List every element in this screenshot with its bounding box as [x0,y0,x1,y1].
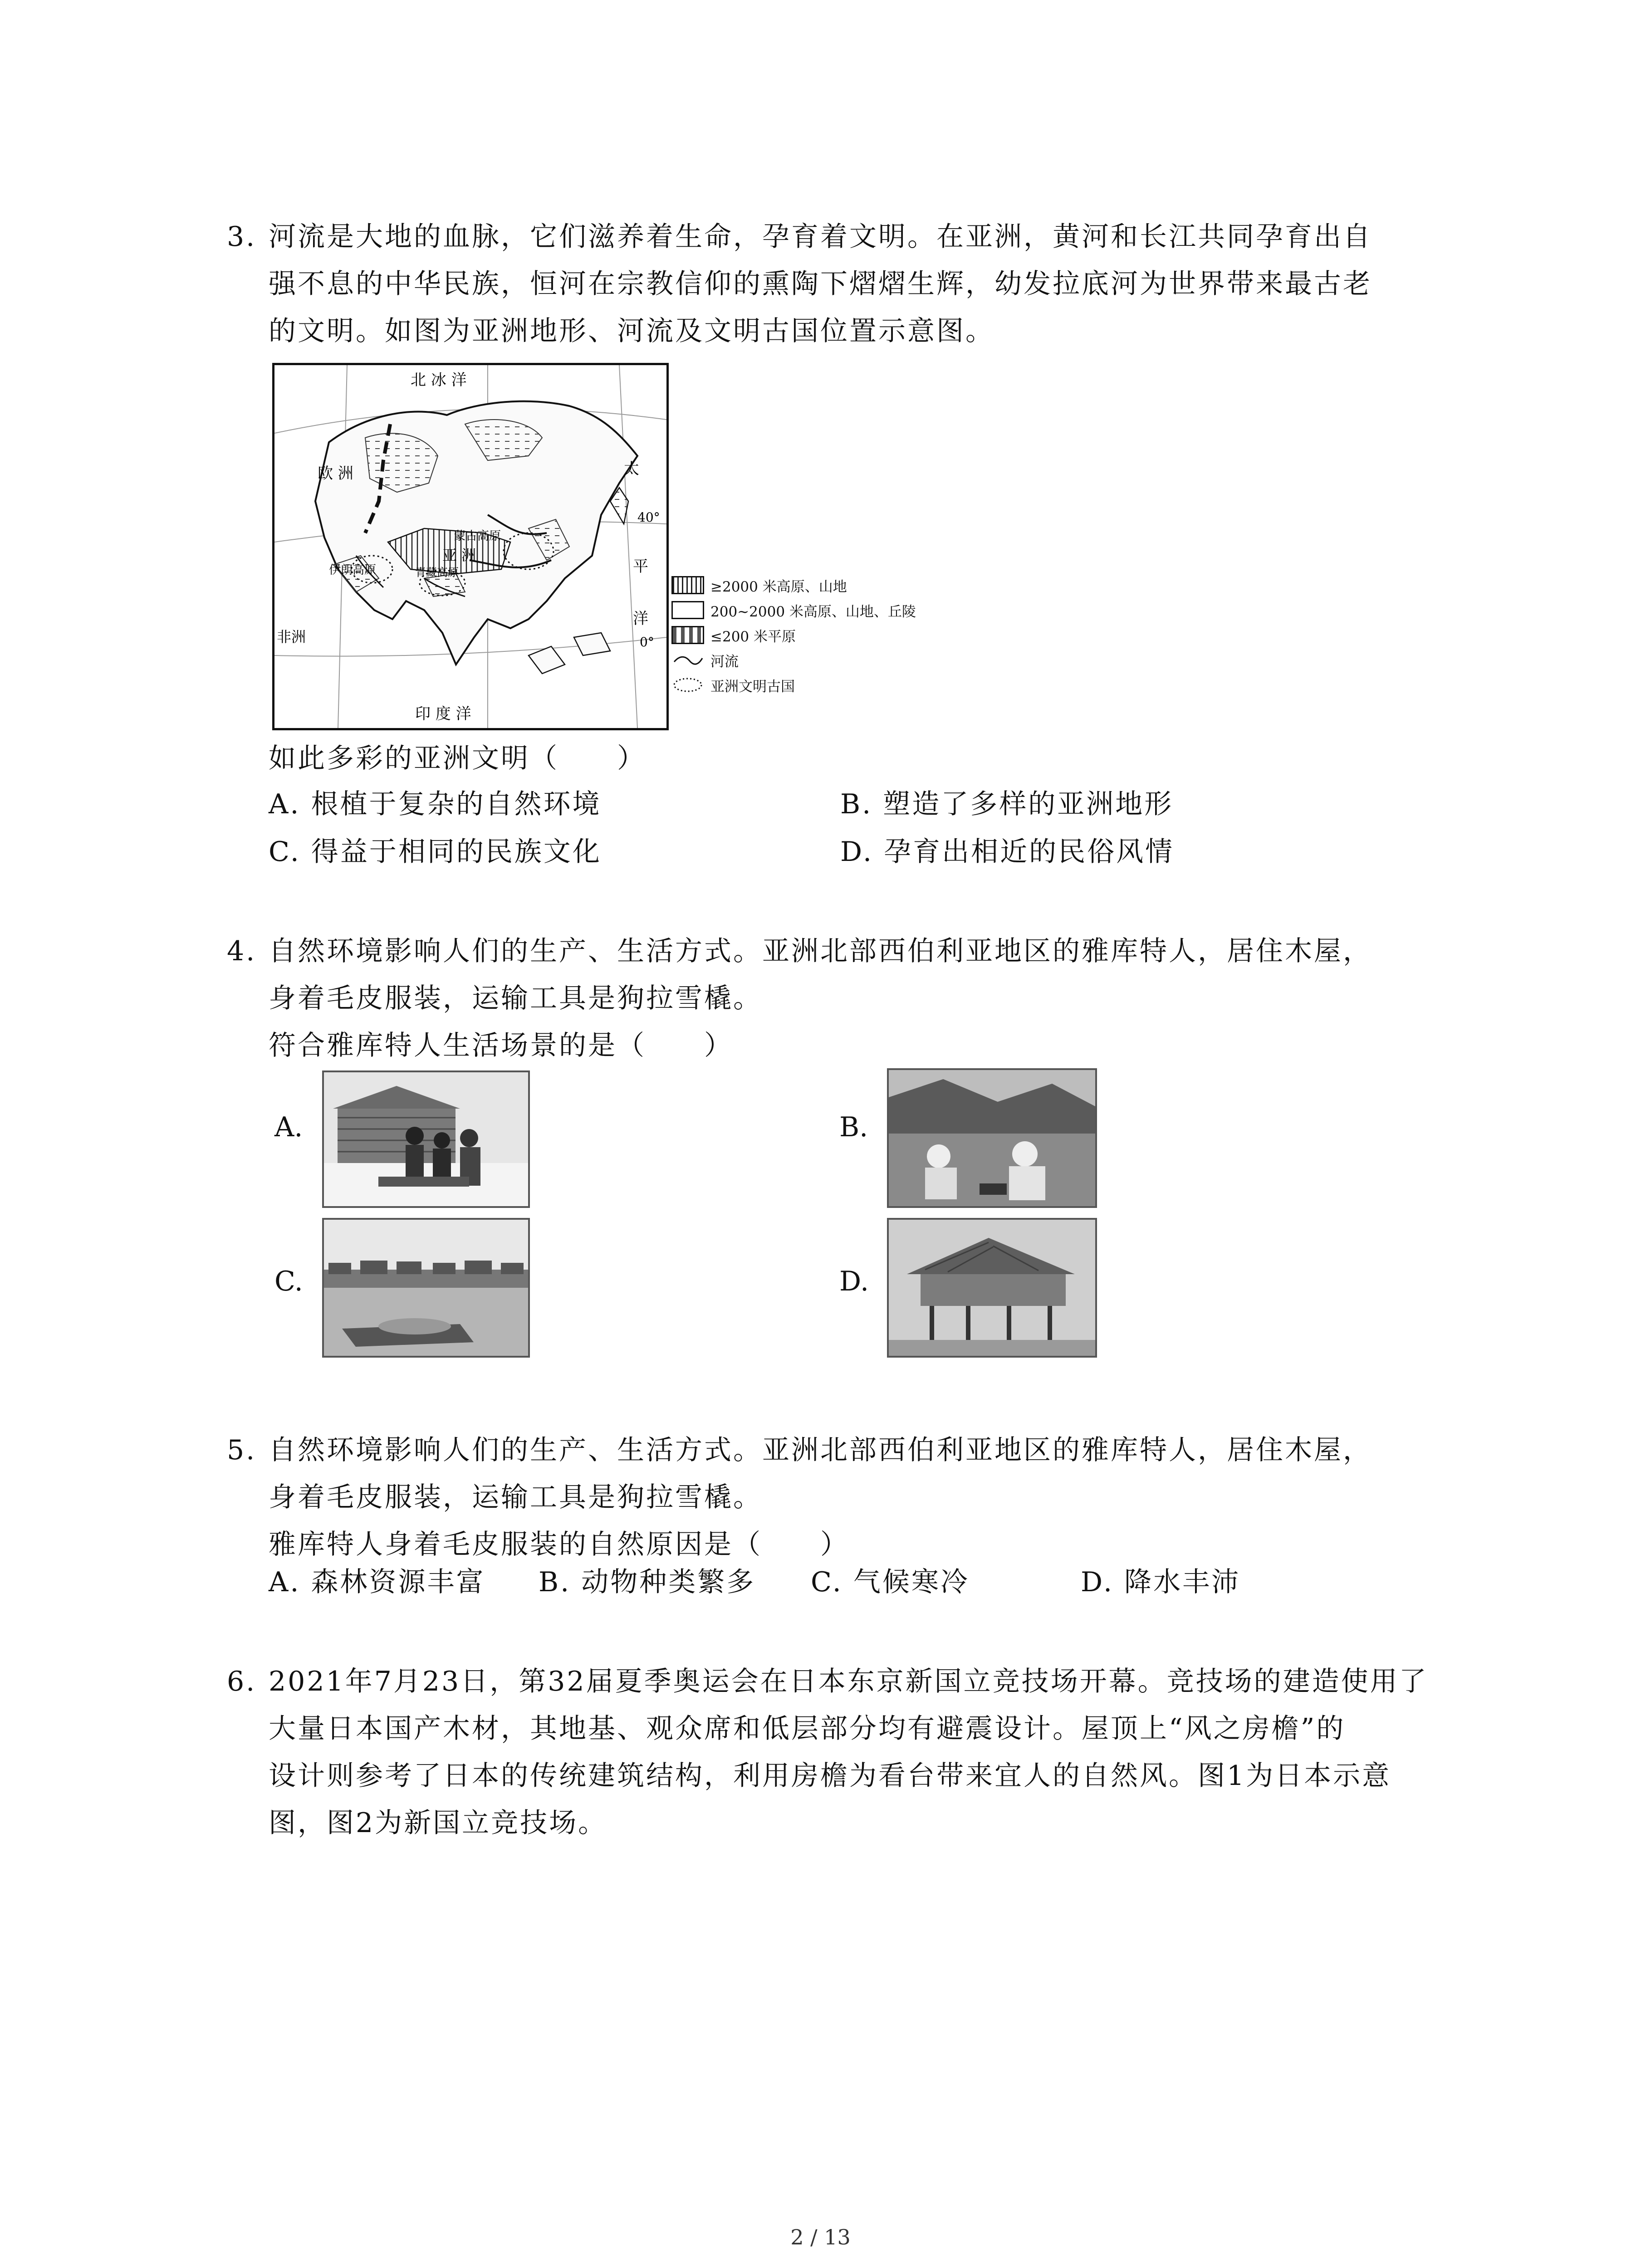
question-3-stem [227,735,1452,782]
blank-swatch-icon [671,601,704,619]
map-label-mongolia: 蒙古高原 [454,529,501,543]
question-3 [227,213,1452,355]
question-text-line: 的文明。如图为亚洲地形、河流及文明古国位置示意图。 [269,315,994,347]
photo-option-label-b: B. [839,1111,868,1143]
map-label-pacific-2: 平 [633,557,648,576]
question-stem: 如此多彩的亚洲文明（ ） [269,743,646,774]
question-number: 5. [227,1434,257,1466]
question-text-line: 设计则参考了日本的传统建筑结构，利用房檐为看台带来宜人的自然风。图1为日本示意 [269,1760,1391,1792]
option-c[interactable]: C. 气候寒冷 [811,1566,970,1598]
question-text-line: 河流是大地的血脉，它们滋养着生命，孕育着文明。在亚洲，黄河和长江共同孕育出自 [269,221,1372,253]
question-stem: 符合雅库特人生活场景的是（ ） [269,1030,733,1061]
map-label-indian-ocean: 印 度 洋 [415,705,471,723]
question-5 [227,1427,1452,1568]
map-label-pacific-3: 洋 [633,610,648,628]
question-text-line: 强不息的中华民族，恒河在宗教信仰的熏陶下熠熠生辉，幼发拉底河为世界带来最古老 [269,268,1372,300]
map-label-iran: 伊朗高原 [329,563,377,577]
map-label-asia: 亚 洲 [442,547,476,564]
map-label-lat40: 40° [637,510,660,525]
question-stem: 雅库特人身着毛皮服装的自然原因是（ ） [269,1529,849,1560]
question-number: 3. [227,221,257,253]
question-text-line: 2021年7月23日，第32届夏季奥运会在日本东京新国立竞技场开幕。竞技场的建造使用了 [269,1666,1428,1697]
water-village-photo [324,1220,528,1356]
question-text-line: 自然环境影响人们的生产、生活方式。亚洲北部西伯利亚地区的雅库特人，居住木屋， [269,1434,1372,1466]
map-label-europe: 欧 洲 [318,464,353,483]
river-symbol-icon [671,651,704,669]
map-label-tibet: 青藏高原 [415,566,459,579]
legend-label: 亚洲文明古国 [710,678,795,695]
photo-option-a[interactable] [322,1070,530,1208]
question-6 [227,1658,1452,1847]
legend-item [671,649,739,671]
option-d[interactable]: D. 降水丰沛 [1081,1566,1241,1598]
question-text-line: 自然环境影响人们的生产、生活方式。亚洲北部西伯利亚地区的雅库特人，居住木屋， [269,935,1372,967]
option-b[interactable]: B. 动物种类繁多 [539,1566,756,1598]
map-label-arctic: 北 冰 洋 [411,371,467,389]
asia-map-drawing [274,365,666,728]
option-b[interactable]: B. 塑造了多样的亚洲地形 [840,788,1174,820]
photo-option-b[interactable] [887,1068,1097,1208]
question-number: 4. [227,935,257,967]
question-text-line: 身着毛皮服装，运输工具是狗拉雪橇。 [269,1481,762,1513]
asia-map [272,363,669,730]
map-label-africa: 非洲 [277,628,306,645]
hatch-swatch-icon [671,576,704,594]
map-label-pacific: 太 [624,460,639,478]
option-a[interactable]: A. 森林资源丰富 [269,1566,485,1598]
question-text-line: 身着毛皮服装，运输工具是狗拉雪橇。 [269,982,762,1014]
dotted-ellipse-icon [671,676,704,694]
legend-item [671,674,795,696]
photo-option-label-d: D. [839,1266,869,1297]
dash-swatch-icon [671,626,704,644]
question-number: 6. [227,1666,257,1697]
photo-option-label-c: C. [274,1266,303,1297]
question-text-line: 图，图2为新国立竞技场。 [269,1807,607,1839]
stilt-house-photo [889,1220,1095,1356]
legend-item [671,599,916,621]
log-cabin-sled-photo [324,1072,528,1206]
photo-option-label-a: A. [274,1111,303,1143]
photo-option-d[interactable] [887,1218,1097,1358]
page-number: 2 / 13 [790,2225,851,2249]
legend-item [671,574,847,596]
photo-option-c[interactable] [322,1218,530,1358]
tent-dwellers-photo [889,1070,1095,1206]
option-a[interactable]: A. 根植于复杂的自然环境 [269,788,602,820]
map-label-lat0: 0° [640,635,654,650]
option-c[interactable]: C. 得益于相同的民族文化 [269,836,602,868]
question-text-line: 大量日本国产木材，其地基、观众席和低层部分均有避震设计。屋顶上“风之房檐”的 [269,1713,1346,1745]
legend-label: ≤200 米平原 [710,628,796,645]
legend-label: 河流 [710,653,739,670]
question-4 [227,928,1452,1069]
legend-item [671,624,796,646]
option-d[interactable]: D. 孕育出相近的民俗风情 [840,836,1175,868]
legend-label: 200~2000 米高原、山地、丘陵 [710,603,916,620]
legend-label: ≥2000 米高原、山地 [710,578,847,595]
